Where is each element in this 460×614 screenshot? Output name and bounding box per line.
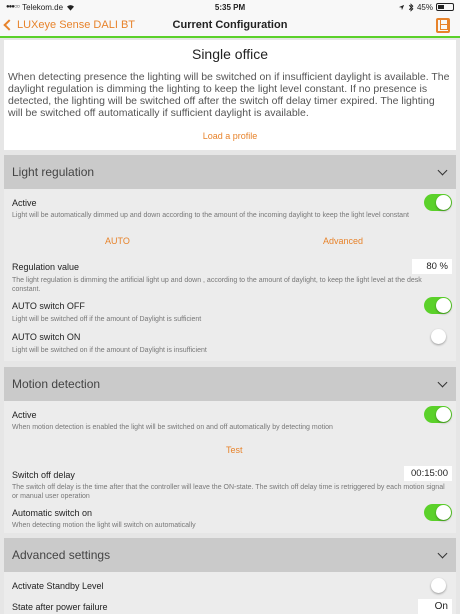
advanced-button[interactable]: Advanced [323,236,364,246]
status-time: 5:35 PM [214,2,246,12]
motion-active-description: When motion detection is enabled the light will be switched on and off automatically by detecting motion [12,424,333,431]
page-title: Current Configuration [172,19,288,31]
section-title: Motion detection [12,377,101,391]
auto-switch-off-description: Light will be switched off if the amount of Daylight is sufficient [12,316,202,323]
automatic-switch-on-description: When detecting motion the light will switch on automatically [12,522,196,529]
toggle-knob [436,505,451,520]
section-title: Light regulation [12,165,95,179]
status-left [6,3,75,12]
carrier-label: Telekom.de [22,2,64,12]
regulation-value-field[interactable]: 80 % [412,259,452,274]
status-right [398,3,454,12]
light-active-title: Active [12,198,37,208]
automatic-switch-on-title: Automatic switch on [12,508,93,518]
auto-switch-off-toggle[interactable] [424,297,452,314]
battery-percent: 45% [416,2,433,12]
light-active-toggle[interactable] [424,194,452,211]
switch-off-delay-description: The switch off delay is the time after that the controller will leave the ON-state. The switch off delay time is retriggered by each motion signal or manual user operation [12,484,445,500]
signal-dots-icon: ●●●○○ [6,4,20,10]
chevron-left-icon [3,19,14,30]
toggle-knob [431,329,446,344]
section-body-advanced-settings [4,572,456,614]
profile-description: When detecting presence the lighting will be switched on if insufficient daylight is available. The daylight regulation is dimming the lighting to keep the light level constant. If no presence is detected, the lighting will be switched off after the switch off delay timer expired. The lighting will be switched off automatically if sufficient daylight is available. [8,71,450,119]
location-icon [398,4,405,11]
chevron-down-icon [438,548,448,558]
test-button[interactable]: Test [226,445,243,455]
section-header-advanced-settings[interactable] [4,538,456,572]
auto-switch-on-toggle[interactable] [424,328,452,345]
auto-button[interactable]: AUTO [105,236,130,246]
auto-switch-on-description: Light will be switched on if the amount of Daylight is insufficient [12,347,207,354]
standby-level-toggle[interactable] [424,577,452,594]
save-icon[interactable] [436,18,450,33]
auto-switch-off-title: AUTO switch OFF [12,301,85,311]
chevron-down-icon [438,165,448,175]
automatic-switch-on-toggle[interactable] [424,504,452,521]
wifi-icon [66,4,75,11]
toggle-knob [436,298,451,313]
battery-fill [438,5,444,9]
section-header-light-regulation[interactable] [4,155,456,189]
toggle-knob [436,407,451,422]
section-body-motion-detection [4,401,456,533]
profile-name: Single office [191,46,268,62]
power-failure-value[interactable]: On [418,599,452,614]
standby-level-title: Activate Standby Level [12,581,104,591]
status-bar [0,0,460,14]
load-profile-button[interactable]: Load a profile [202,131,258,141]
toggle-knob [431,578,446,593]
profile-card [4,40,456,150]
back-button-label: LUXeye Sense DALI BT [17,19,136,31]
section-body-light-regulation [4,189,456,361]
toggle-knob [436,195,451,210]
nav-bar [0,14,460,38]
regulation-value-description: The light regulation is dimming the artificial light up and down , according to the amount of daylight, to keep the light level at the desk constant. [12,277,422,293]
battery-icon [436,3,454,11]
back-button[interactable] [0,19,135,31]
section-title: Advanced settings [12,548,111,562]
chevron-down-icon [438,377,448,387]
regulation-value-title: Regulation value [12,262,80,272]
switch-off-delay-title: Switch off delay [12,470,75,480]
switch-off-delay-field[interactable]: 00:15:00 [404,466,452,481]
bluetooth-icon [408,3,414,12]
light-active-description: Light will be automatically dimmed up and down according to the amount of the incoming daylight to keep the light level constant [12,212,409,219]
motion-active-title: Active [12,410,37,420]
section-header-motion-detection[interactable] [4,367,456,401]
motion-active-toggle[interactable] [424,406,452,423]
auto-switch-on-title: AUTO switch ON [12,332,81,342]
power-failure-title: State after power failure [12,602,108,612]
